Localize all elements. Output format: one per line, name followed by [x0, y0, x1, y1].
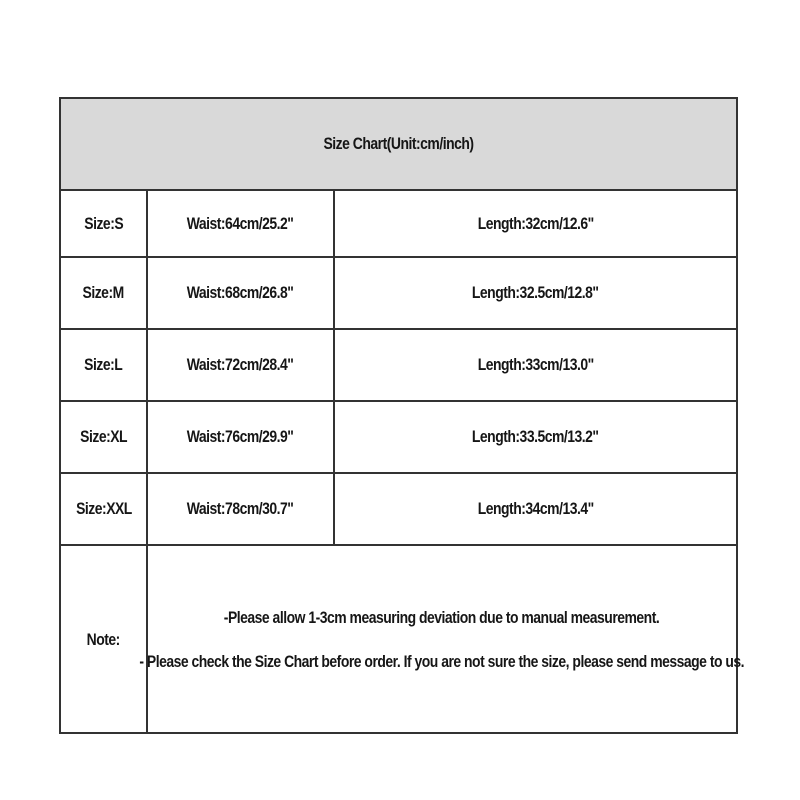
length-cell [335, 474, 736, 544]
table-header [61, 99, 736, 191]
length-cell [335, 330, 736, 400]
table-row [61, 402, 736, 474]
length-value: Length:34cm/13.4" [477, 499, 594, 518]
note-row [61, 546, 745, 734]
size-chart-table [59, 97, 745, 734]
length-cell [335, 258, 736, 328]
waist-value: Waist:68cm/26.8" [187, 283, 294, 302]
table-row [61, 474, 736, 546]
size-label: Size:XXL [75, 499, 132, 518]
table-row [61, 258, 736, 330]
length-value: Length:33.5cm/13.2" [472, 427, 599, 446]
length-value: Length:32.5cm/12.8" [472, 283, 599, 302]
note-line-deviation: -Please allow 1-3cm measuring deviation due to manual measurement. [224, 608, 660, 627]
waist-value: Waist:78cm/30.7" [187, 499, 294, 518]
table-row [61, 330, 736, 402]
size-cell [61, 258, 148, 328]
length-value: Length:32cm/12.6" [477, 213, 594, 233]
waist-value: Waist:76cm/29.9" [187, 427, 294, 446]
waist-cell [148, 330, 335, 400]
waist-value: Waist:64cm/25.2" [187, 213, 294, 233]
length-cell [335, 191, 736, 256]
size-label: Size:XL [80, 427, 127, 446]
size-cell [61, 474, 148, 544]
size-cell [61, 330, 148, 400]
size-label: Size:M [82, 283, 125, 302]
note-label: Note: [86, 630, 121, 649]
size-cell [61, 191, 148, 256]
length-value: Length:33cm/13.0" [477, 355, 594, 374]
note-line-check-chart: - Please check the Size Chart before order. If you are not sure the size, please send message to us. [139, 652, 745, 671]
length-cell [335, 402, 736, 472]
note-content-cell [139, 546, 745, 734]
table-title: Size Chart(Unit:cm/inch) [323, 134, 474, 153]
size-label: Size:S [84, 213, 123, 233]
note-label-cell [61, 546, 148, 734]
size-label: Size:L [84, 355, 123, 374]
table-row [61, 191, 736, 258]
waist-cell [148, 402, 335, 472]
waist-cell [148, 474, 335, 544]
waist-value: Waist:72cm/28.4" [187, 355, 294, 374]
size-cell [61, 402, 148, 472]
waist-cell [148, 258, 335, 328]
waist-cell [148, 191, 335, 256]
